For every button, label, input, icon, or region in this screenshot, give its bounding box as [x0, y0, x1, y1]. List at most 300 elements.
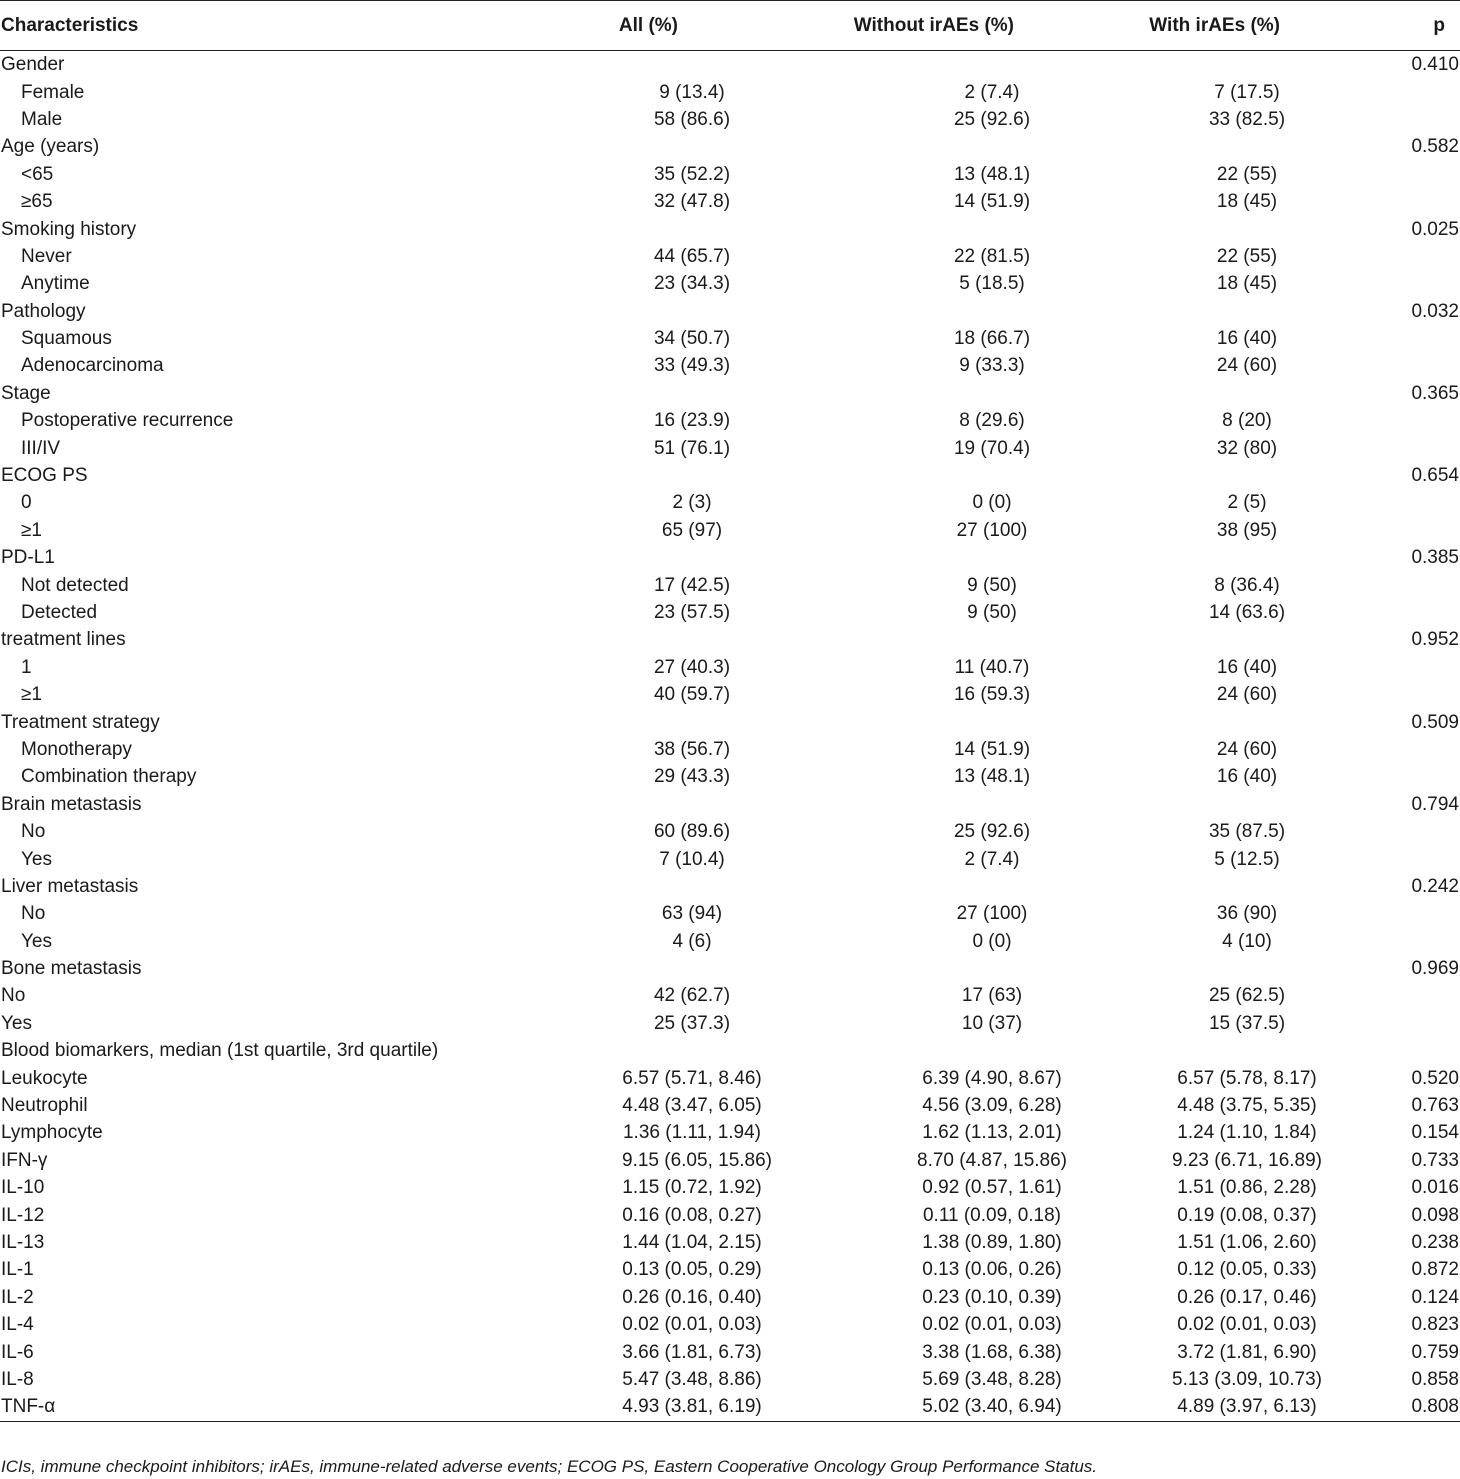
cell-all: 51 (76.1)	[653, 437, 731, 459]
cell-with-iraes: 16 (40)	[1216, 656, 1278, 678]
cell-p-value: 0.154	[1411, 1122, 1459, 1144]
cell-all	[532, 51, 762, 79]
table-row	[0, 1174, 1460, 1201]
cell-with-iraes: 25 (62.5)	[1208, 985, 1286, 1007]
cell-all	[532, 1037, 762, 1064]
cell-all: 42 (62.7)	[653, 985, 731, 1007]
cell-all: 58 (86.6)	[653, 108, 731, 130]
row-label: Pathology	[1, 300, 86, 322]
table-row	[0, 407, 1460, 434]
cell-all: 32 (47.8)	[653, 191, 731, 213]
row-label: Postoperative recurrence	[21, 410, 234, 432]
cell-with-iraes	[1098, 626, 1334, 653]
cell-without-iraes: 0.92 (0.57, 1.61)	[922, 1177, 1062, 1199]
cell-all	[532, 133, 762, 160]
cell-p-value	[1334, 106, 1460, 133]
cell-p-value: 0.520	[1411, 1067, 1459, 1089]
table-row	[0, 544, 1460, 571]
row-label: Neutrophil	[1, 1095, 88, 1117]
cell-p-value	[1334, 763, 1460, 790]
table-row	[0, 928, 1460, 955]
cell-p-value: 0.025	[1411, 218, 1459, 240]
cell-without-iraes: 13 (48.1)	[953, 163, 1031, 185]
cell-with-iraes: 4.48 (3.75, 5.35)	[1177, 1095, 1317, 1117]
cell-with-iraes: 6.57 (5.78, 8.17)	[1177, 1067, 1317, 1089]
table-row	[0, 626, 1460, 653]
cell-all: 25 (37.3)	[653, 1012, 731, 1034]
table-row	[0, 1393, 1460, 1421]
cell-p-value	[1334, 736, 1460, 763]
row-label: Smoking history	[1, 218, 137, 240]
row-label: Anytime	[21, 273, 90, 295]
row-label: IFN-γ	[1, 1149, 48, 1171]
row-label: TNF-α	[0, 1393, 532, 1421]
cell-without-iraes: 27 (100)	[956, 903, 1028, 925]
row-label: Blood biomarkers, median (1st quartile, 3rd quartile)	[1, 1040, 439, 1062]
cell-without-iraes: 22 (81.5)	[953, 245, 1031, 267]
cell-with-iraes: 24 (60)	[1216, 355, 1278, 377]
table-row	[0, 791, 1460, 818]
cell-with-iraes: 18 (45)	[1216, 191, 1278, 213]
row-label: ≥65	[21, 191, 53, 213]
cell-with-iraes	[1098, 791, 1334, 818]
cell-all: 38 (56.7)	[653, 738, 731, 760]
cell-all	[532, 708, 762, 735]
cell-with-iraes: 1.51 (1.06, 2.60)	[1177, 1231, 1317, 1253]
header-without-iraes: Without irAEs (%)	[762, 1, 1098, 51]
cell-p-value: 0.365	[1411, 382, 1459, 404]
row-label: PD-L1	[1, 547, 55, 569]
cell-without-iraes: 9 (33.3)	[959, 355, 1025, 377]
cell-with-iraes: 2 (5)	[1227, 492, 1267, 514]
cell-without-iraes: 2 (7.4)	[964, 848, 1020, 870]
row-label: Lymphocyte	[1, 1122, 103, 1144]
cell-p-value	[1334, 818, 1460, 845]
table-row	[0, 1229, 1460, 1256]
row-label: Adenocarcinoma	[21, 355, 164, 377]
table-row	[0, 1064, 1460, 1091]
cell-with-iraes: 1.24 (1.10, 1.84)	[1177, 1122, 1317, 1144]
table-footnote: ICIs, immune checkpoint inhibitors; irAEs, immune-related adverse events; ECOG PS, Eastern Cooperative Oncology Group Performance Status.	[1, 1457, 1098, 1476]
cell-without-iraes	[762, 380, 1098, 407]
cell-with-iraes: 38 (95)	[1216, 519, 1278, 541]
table-header	[0, 1, 1460, 51]
cell-without-iraes	[762, 51, 1098, 79]
row-label: IL-10	[1, 1177, 45, 1199]
cell-with-iraes	[1098, 462, 1334, 489]
cell-without-iraes	[762, 955, 1098, 982]
cell-with-iraes: 22 (55)	[1216, 163, 1278, 185]
cell-p-value	[1334, 489, 1460, 516]
cell-with-iraes: 24 (60)	[1216, 684, 1278, 706]
cell-with-iraes: 4 (10)	[1222, 930, 1272, 952]
cell-p-value: 0.759	[1411, 1341, 1459, 1363]
cell-all	[532, 298, 762, 325]
cell-with-iraes: 16 (40)	[1216, 766, 1278, 788]
cell-all: 1.44 (1.04, 2.15)	[622, 1231, 762, 1253]
table-row	[0, 654, 1460, 681]
row-label: Brain metastasis	[1, 793, 142, 815]
row-label: Not detected	[21, 574, 129, 596]
cell-without-iraes	[762, 873, 1098, 900]
row-label: Never	[21, 245, 72, 267]
cell-p-value	[1334, 407, 1460, 434]
cell-p-value	[1334, 1037, 1460, 1064]
row-label: Male	[21, 108, 63, 130]
cell-p-value: 0.823	[1411, 1314, 1459, 1336]
table-row	[0, 763, 1460, 790]
table-row	[0, 517, 1460, 544]
cell-with-iraes: 0.12 (0.05, 0.33)	[1177, 1259, 1317, 1281]
cell-with-iraes: 36 (90)	[1216, 903, 1278, 925]
cell-without-iraes: 14 (51.9)	[953, 738, 1031, 760]
table-row	[0, 1119, 1460, 1146]
row-label: ECOG PS	[1, 465, 88, 487]
cell-without-iraes: 27 (100)	[956, 519, 1028, 541]
row-label: ≥1	[21, 684, 42, 706]
row-label: <65	[21, 163, 54, 185]
row-label: IL-13	[1, 1231, 45, 1253]
table-row	[0, 1147, 1460, 1174]
cell-without-iraes: 10 (37)	[961, 1012, 1023, 1034]
cell-p-value	[1334, 270, 1460, 297]
cell-p-value: 0.124	[1411, 1286, 1459, 1308]
row-label: Leukocyte	[1, 1067, 88, 1089]
cell-p-value	[1334, 1010, 1460, 1037]
row-label: No	[1, 985, 26, 1007]
cell-p-value	[1334, 845, 1460, 872]
cell-p-value	[1334, 325, 1460, 352]
cell-without-iraes: 11 (40.7)	[954, 656, 1030, 678]
row-label: Gender	[1, 54, 65, 76]
table-row	[0, 708, 1460, 735]
row-label: treatment lines	[1, 629, 126, 651]
cell-with-iraes	[1098, 51, 1334, 79]
table-row	[0, 1338, 1460, 1365]
table-row	[0, 955, 1460, 982]
cell-p-value: 0.410	[1411, 54, 1459, 76]
cell-all: 27 (40.3)	[653, 656, 731, 678]
cell-without-iraes: 9 (50)	[967, 602, 1017, 623]
cell-p-value: 0.808	[1334, 1393, 1460, 1421]
cell-with-iraes	[1098, 873, 1334, 900]
cell-all: 2 (3)	[672, 492, 712, 514]
table-row	[0, 1366, 1460, 1393]
cell-all	[532, 873, 762, 900]
cell-all: 0.26 (0.16, 0.40)	[622, 1286, 762, 1308]
cell-without-iraes: 0.23 (0.10, 0.39)	[922, 1286, 1062, 1308]
row-label: 1	[21, 656, 32, 678]
cell-without-iraes: 25 (92.6)	[953, 821, 1031, 843]
cell-with-iraes: 1.51 (0.86, 2.28)	[1177, 1177, 1317, 1199]
cell-all: 6.57 (5.71, 8.46)	[622, 1067, 762, 1089]
cell-p-value	[1334, 599, 1460, 626]
cell-all: 4 (6)	[672, 930, 712, 952]
cell-p-value	[1334, 681, 1460, 708]
cell-without-iraes: 8.70 (4.87, 15.86)	[917, 1149, 1067, 1171]
cell-p-value	[1334, 982, 1460, 1009]
cell-all: 0.02 (0.01, 0.03)	[622, 1314, 762, 1336]
cell-with-iraes	[1098, 544, 1334, 571]
cell-with-iraes: 5 (12.5)	[1214, 848, 1280, 870]
cell-all: 4.48 (3.47, 6.05)	[622, 1095, 762, 1117]
cell-all: 44 (65.7)	[653, 245, 731, 267]
header-p-value: p	[1334, 1, 1460, 51]
cell-all: 9 (13.4)	[659, 81, 725, 103]
cell-with-iraes: 33 (82.5)	[1208, 108, 1286, 130]
cell-without-iraes: 25 (92.6)	[953, 108, 1031, 130]
cell-with-iraes: 0.19 (0.08, 0.37)	[1177, 1204, 1317, 1226]
cell-all: 17 (42.5)	[653, 574, 731, 596]
cell-without-iraes: 0.13 (0.06, 0.26)	[922, 1259, 1062, 1281]
cell-all: 9.15 (6.05, 15.86)	[622, 1149, 772, 1171]
cell-without-iraes: 5.02 (3.40, 6.94)	[762, 1393, 1098, 1421]
cell-without-iraes	[762, 462, 1098, 489]
cell-p-value: 0.794	[1411, 793, 1459, 815]
cell-p-value: 0.098	[1411, 1204, 1459, 1226]
cell-without-iraes	[762, 626, 1098, 653]
cell-without-iraes: 13 (48.1)	[953, 766, 1031, 788]
table-row	[0, 243, 1460, 270]
cell-all: 40 (59.7)	[653, 684, 731, 706]
table-row	[0, 1284, 1460, 1311]
row-label: Yes	[21, 848, 52, 870]
cell-with-iraes	[1098, 708, 1334, 735]
row-label: Treatment strategy	[1, 711, 160, 733]
cell-all: 60 (89.6)	[653, 821, 731, 843]
table-row	[0, 1010, 1460, 1037]
table-row	[0, 1256, 1460, 1283]
cell-without-iraes: 0.02 (0.01, 0.03)	[922, 1314, 1062, 1336]
cell-p-value: 0.385	[1411, 547, 1459, 569]
cell-all: 35 (52.2)	[653, 163, 731, 185]
cell-all: 4.93 (3.81, 6.19)	[532, 1393, 762, 1421]
cell-p-value: 0.032	[1411, 300, 1459, 322]
cell-without-iraes	[762, 215, 1098, 242]
cell-without-iraes: 0 (0)	[972, 930, 1012, 952]
cell-without-iraes: 5 (18.5)	[959, 273, 1025, 295]
row-label: Monotherapy	[21, 738, 132, 760]
cell-p-value	[1334, 928, 1460, 955]
cell-all: 0.16 (0.08, 0.27)	[622, 1204, 762, 1226]
cell-p-value: 0.952	[1411, 629, 1459, 651]
table-row	[0, 873, 1460, 900]
cell-all: 23 (34.3)	[653, 273, 731, 295]
cell-with-iraes: 24 (60)	[1216, 738, 1278, 760]
cell-p-value	[1334, 434, 1460, 461]
row-label: IL-12	[1, 1204, 45, 1226]
row-label: Yes	[21, 930, 52, 952]
cell-all: 0.13 (0.05, 0.29)	[622, 1259, 762, 1281]
row-label: Stage	[1, 382, 51, 404]
row-label: Female	[21, 81, 85, 103]
cell-with-iraes: 3.72 (1.81, 6.90)	[1177, 1341, 1317, 1363]
cell-all	[532, 791, 762, 818]
cell-without-iraes: 0.11 (0.09, 0.18)	[922, 1204, 1062, 1226]
cell-with-iraes: 7 (17.5)	[1214, 81, 1280, 103]
table-row	[0, 1201, 1460, 1228]
cell-without-iraes: 0 (0)	[972, 492, 1012, 514]
table-row	[0, 599, 1460, 626]
cell-p-value	[1334, 654, 1460, 681]
cell-all: 16 (23.9)	[653, 410, 731, 432]
cell-with-iraes	[1098, 298, 1334, 325]
row-label: Liver metastasis	[1, 875, 139, 897]
cell-without-iraes	[762, 791, 1098, 818]
row-label: IL-4	[1, 1314, 34, 1336]
cell-without-iraes: 18 (66.7)	[953, 328, 1031, 350]
cell-with-iraes: 8 (20)	[1222, 410, 1272, 432]
cell-with-iraes: 0.02 (0.01, 0.03)	[1177, 1314, 1317, 1336]
table-row	[0, 352, 1460, 379]
cell-p-value	[1334, 188, 1460, 215]
table-row	[0, 51, 1460, 79]
row-label: Detected	[21, 602, 98, 623]
cell-p-value	[1334, 571, 1460, 598]
row-label: ≥1	[21, 519, 42, 541]
cell-all: 1.36 (1.11, 1.94)	[622, 1122, 762, 1144]
row-label: Age (years)	[1, 136, 100, 158]
cell-all: 3.66 (1.81, 6.73)	[622, 1341, 762, 1363]
table-row	[0, 188, 1460, 215]
table-body	[0, 51, 1460, 1422]
table-row	[0, 161, 1460, 188]
cell-without-iraes: 16 (59.3)	[953, 684, 1031, 706]
cell-without-iraes: 9 (50)	[967, 574, 1017, 596]
table-row	[0, 736, 1460, 763]
cell-all: 63 (94)	[661, 903, 723, 925]
table-row	[0, 1311, 1460, 1338]
table-row	[0, 462, 1460, 489]
table-row	[0, 845, 1460, 872]
cell-p-value: 0.654	[1411, 465, 1459, 487]
cell-with-iraes	[1098, 133, 1334, 160]
table-row	[0, 270, 1460, 297]
cell-p-value	[1334, 352, 1460, 379]
cell-all	[532, 215, 762, 242]
cell-p-value: 0.238	[1411, 1231, 1459, 1253]
cell-with-iraes	[1098, 1037, 1334, 1064]
cell-without-iraes: 5.69 (3.48, 8.28)	[922, 1368, 1062, 1390]
cell-p-value: 0.969	[1411, 958, 1459, 980]
table-row	[0, 571, 1460, 598]
cell-without-iraes	[762, 298, 1098, 325]
cell-with-iraes: 22 (55)	[1216, 245, 1278, 267]
cell-with-iraes	[1098, 380, 1334, 407]
cell-with-iraes: 16 (40)	[1216, 328, 1278, 350]
cell-with-iraes: 35 (87.5)	[1208, 821, 1286, 843]
cell-with-iraes: 32 (80)	[1216, 437, 1278, 459]
cell-all: 33 (49.3)	[653, 355, 731, 377]
cell-all: 23 (57.5)	[653, 602, 731, 623]
cell-all	[532, 955, 762, 982]
row-label: IL-6	[1, 1341, 34, 1363]
cell-without-iraes: 17 (63)	[961, 985, 1023, 1007]
table-row	[0, 900, 1460, 927]
cell-p-value: 0.763	[1411, 1095, 1459, 1117]
cell-without-iraes	[762, 544, 1098, 571]
cell-all	[532, 626, 762, 653]
row-label: No	[21, 821, 46, 843]
header-characteristics: Characteristics	[0, 1, 532, 51]
table-row	[0, 1037, 1460, 1064]
cell-with-iraes: 8 (36.4)	[1214, 574, 1280, 596]
cell-p-value: 0.242	[1411, 875, 1459, 897]
cell-p-value	[1334, 900, 1460, 927]
table-row	[0, 818, 1460, 845]
cell-all	[532, 544, 762, 571]
cell-p-value	[1334, 517, 1460, 544]
table-row	[0, 215, 1460, 242]
cell-all: 65 (97)	[661, 519, 723, 541]
row-label: No	[21, 903, 46, 925]
cell-without-iraes: 19 (70.4)	[953, 437, 1031, 459]
cell-all	[532, 462, 762, 489]
row-label: III/IV	[21, 437, 61, 459]
cell-all: 29 (43.3)	[653, 766, 731, 788]
table-row	[0, 106, 1460, 133]
cell-p-value: 0.858	[1411, 1368, 1459, 1390]
cell-without-iraes: 1.38 (0.89, 1.80)	[922, 1231, 1062, 1253]
cell-without-iraes: 6.39 (4.90, 8.67)	[922, 1067, 1062, 1089]
cell-with-iraes	[1098, 215, 1334, 242]
table-row	[0, 380, 1460, 407]
cell-all: 7 (10.4)	[659, 848, 725, 870]
table-row	[0, 434, 1460, 461]
cell-all	[532, 380, 762, 407]
cell-with-iraes: 4.89 (3.97, 6.13)	[1098, 1393, 1334, 1421]
header-with-iraes: With irAEs (%)	[1098, 1, 1334, 51]
cell-all: 1.15 (0.72, 1.92)	[622, 1177, 762, 1199]
table-row	[0, 982, 1460, 1009]
table-row	[0, 78, 1460, 105]
cell-with-iraes: 5.13 (3.09, 10.73)	[1172, 1368, 1322, 1390]
header-row	[0, 1, 1460, 51]
row-label: IL-1	[1, 1259, 34, 1281]
table-row	[0, 1092, 1460, 1119]
row-label: IL-2	[1, 1286, 34, 1308]
cell-with-iraes: 14 (63.6)	[1208, 602, 1286, 623]
cell-without-iraes: 14 (51.9)	[953, 191, 1031, 213]
cell-with-iraes	[1098, 955, 1334, 982]
cell-all: 34 (50.7)	[653, 328, 731, 350]
cell-p-value: 0.872	[1411, 1259, 1459, 1281]
cell-without-iraes: 2 (7.4)	[964, 81, 1020, 103]
header-all: All (%)	[532, 1, 762, 51]
cell-p-value	[1334, 78, 1460, 105]
cell-p-value: 0.582	[1411, 136, 1459, 158]
cell-without-iraes	[762, 708, 1098, 735]
table-row	[0, 133, 1460, 160]
row-label: Yes	[1, 1012, 32, 1034]
cell-without-iraes: 3.38 (1.68, 6.38)	[922, 1341, 1062, 1363]
cell-without-iraes	[762, 133, 1098, 160]
table-row	[0, 489, 1460, 516]
cell-p-value: 0.733	[1411, 1149, 1459, 1171]
cell-without-iraes	[762, 1037, 1098, 1064]
cell-with-iraes: 15 (37.5)	[1208, 1012, 1286, 1034]
cell-p-value: 0.509	[1411, 711, 1459, 733]
cell-with-iraes: 9.23 (6.71, 16.89)	[1172, 1149, 1322, 1171]
cell-without-iraes: 8 (29.6)	[959, 410, 1025, 432]
row-label: 0	[21, 492, 32, 514]
table-row	[0, 681, 1460, 708]
row-label: IL-8	[1, 1368, 34, 1390]
row-label: Combination therapy	[21, 766, 197, 788]
row-label: Squamous	[21, 328, 112, 350]
cell-p-value	[1334, 161, 1460, 188]
table-row	[0, 325, 1460, 352]
